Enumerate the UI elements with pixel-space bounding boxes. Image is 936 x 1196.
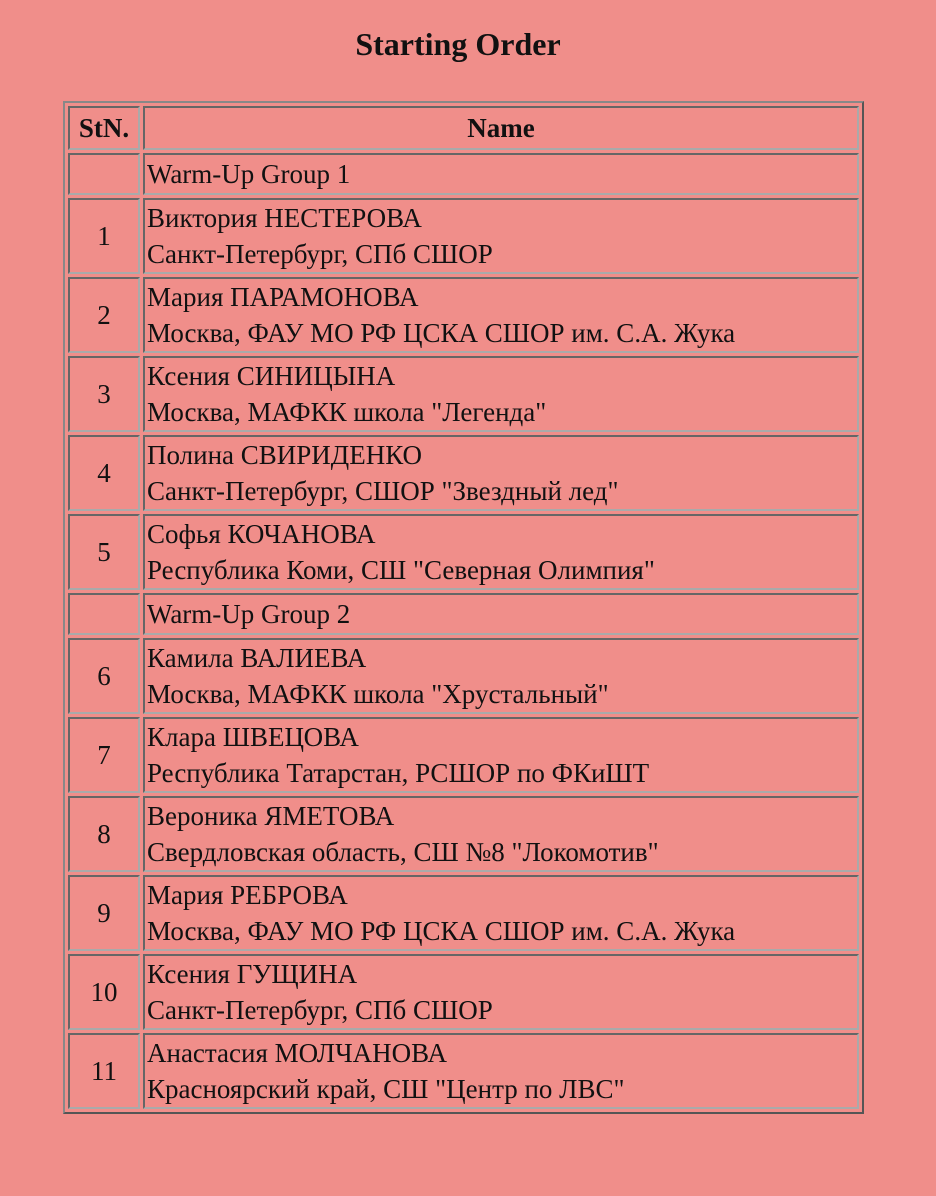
skater-cell [143,954,859,1030]
skater-club: Санкт-Петербург, СПб СШОР [147,239,493,269]
skater-club: Санкт-Петербург, СШОР "Звездный лед" [147,476,619,506]
table-row [68,1033,859,1109]
start-number: 5 [68,514,140,590]
header-row [68,106,859,150]
start-number: 2 [68,277,140,353]
starting-order-table [63,101,864,1114]
start-number: 11 [68,1033,140,1109]
warmup-group-row [68,153,859,195]
table-row [68,514,859,590]
skater-cell [143,277,859,353]
skater-cell [143,638,859,714]
table-row [68,356,859,432]
skater-cell [143,717,859,793]
skater-cell [143,796,859,872]
skater-name: Ксения СИНИЦЫНА [147,361,396,391]
skater-club: Республика Татарстан, РСШОР по ФКиШТ [147,758,650,788]
skater-name: Виктория НЕСТЕРОВА [147,203,422,233]
skater-name: Полина СВИРИДЕНКО [147,440,423,470]
skater-club: Республика Коми, СШ "Северная Олимпия" [147,555,655,585]
table-row [68,435,859,511]
table-row [68,717,859,793]
column-header-stn: StN. [68,106,140,150]
start-number: 4 [68,435,140,511]
skater-name: Мария ПАРАМОНОВА [147,282,419,312]
warmup-group-label: Warm-Up Group 2 [143,593,859,635]
skater-name: Клара ШВЕЦОВА [147,722,359,752]
warmup-group-label: Warm-Up Group 1 [143,153,859,195]
skater-cell [143,1033,859,1109]
skater-club: Москва, МАФКК школа "Хрустальный" [147,679,609,709]
skater-name: Ксения ГУЩИНА [147,959,358,989]
skater-club: Москва, ФАУ МО РФ ЦСКА СШОР им. С.А. Жука [147,318,736,348]
skater-cell [143,514,859,590]
skater-cell [143,356,859,432]
skater-cell [143,198,859,274]
skater-club: Красноярский край, СШ "Центр по ЛВС" [147,1074,625,1104]
skater-club: Москва, ФАУ МО РФ ЦСКА СШОР им. С.А. Жука [147,916,736,946]
skater-name: Мария РЕБРОВА [147,880,348,910]
table-row [68,875,859,951]
empty-cell [68,593,140,635]
skater-cell [143,435,859,511]
skater-club: Свердловская область, СШ №8 "Локомотив" [147,837,659,867]
table-row [68,638,859,714]
page-title: Starting Order [355,26,561,62]
start-number: 8 [68,796,140,872]
skater-name: Софья КОЧАНОВА [147,519,376,549]
table-row [68,198,859,274]
start-number: 7 [68,717,140,793]
empty-cell [68,153,140,195]
start-number: 6 [68,638,140,714]
start-number: 10 [68,954,140,1030]
start-number: 9 [68,875,140,951]
skater-name: Анастасия МОЛЧАНОВА [147,1038,447,1068]
start-number: 3 [68,356,140,432]
column-header-name: Name [143,106,859,150]
skater-cell [143,875,859,951]
table-row [68,277,859,353]
skater-club: Санкт-Петербург, СПб СШОР [147,995,493,1025]
table-row [68,954,859,1030]
skater-club: Москва, МАФКК школа "Легенда" [147,397,547,427]
table-row [68,796,859,872]
skater-name: Вероника ЯМЕТОВА [147,801,395,831]
start-number: 1 [68,198,140,274]
warmup-group-row [68,593,859,635]
skater-name: Камила ВАЛИЕВА [147,643,367,673]
